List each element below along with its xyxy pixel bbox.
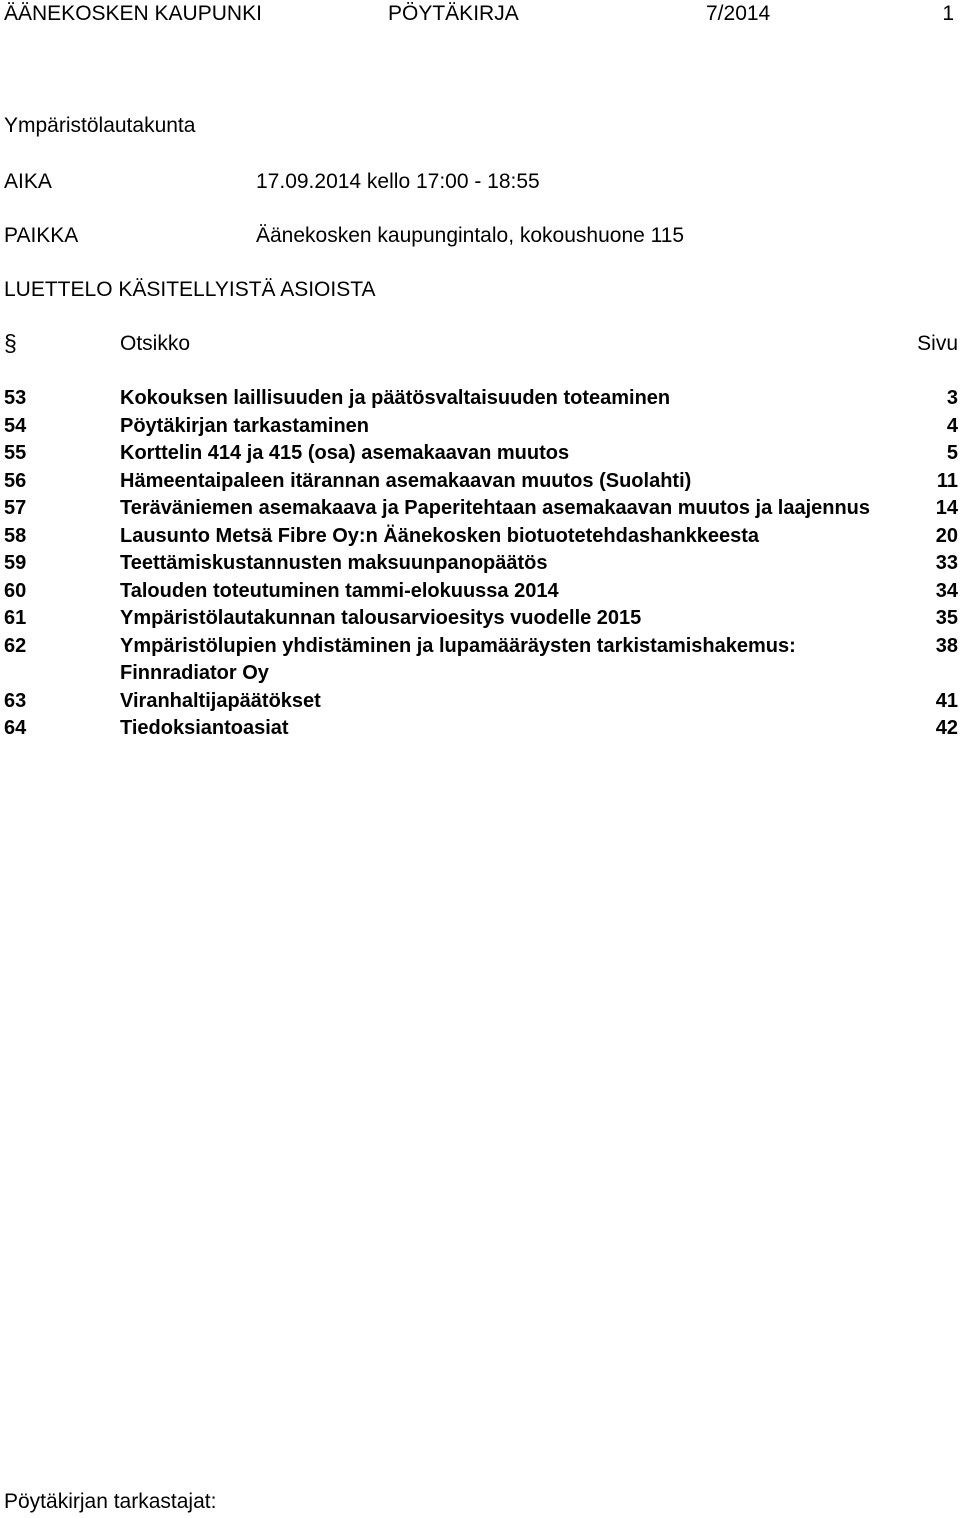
item-page: 14 xyxy=(935,497,958,519)
item-title: Teettämiskustannusten maksuunpanopäätös xyxy=(120,552,548,574)
item-title: Tiedoksiantoasiat xyxy=(120,717,289,739)
item-page: 42 xyxy=(935,717,958,739)
list-item xyxy=(0,440,960,468)
item-page: 4 xyxy=(946,414,958,437)
item-page: 34 xyxy=(935,579,958,602)
item-number: 63 xyxy=(4,689,27,712)
item-title: Talouden toteutuminen tammi-elokuussa 2014 xyxy=(120,579,559,602)
item-number: 58 xyxy=(4,524,27,547)
item-title: Kokouksen laillisuuden ja päätösvaltaisuuden toteaminen xyxy=(120,387,671,409)
minutes-number: 7/2014 xyxy=(706,2,771,25)
item-number: 59 xyxy=(4,552,27,574)
items-list xyxy=(0,385,960,743)
time-label: AIKA xyxy=(4,170,52,193)
item-title: Hämeentaipaleen itärannan asemakaavan muutos (Suolahti) xyxy=(120,469,692,492)
item-page: 33 xyxy=(935,552,958,574)
list-item xyxy=(0,605,960,633)
time-value: 17.09.2014 kello 17:00 - 18:55 xyxy=(256,170,540,193)
meeting-time xyxy=(4,170,540,194)
item-number: 61 xyxy=(4,607,27,629)
item-page: 41 xyxy=(935,689,958,712)
item-title: Ympäristölupien yhdistäminen ja lupamääräysten tarkistamishakemus: Finnradiator Oy xyxy=(120,634,796,684)
item-number: 53 xyxy=(4,387,27,409)
list-item xyxy=(0,413,960,441)
item-page: 3 xyxy=(946,387,958,409)
list-item xyxy=(0,633,960,688)
meeting-place xyxy=(4,224,684,248)
list-item xyxy=(0,385,960,413)
item-page: 11 xyxy=(936,469,958,492)
title-column-label: Otsikko xyxy=(120,332,191,355)
list-item xyxy=(0,468,960,496)
item-page: 38 xyxy=(935,634,958,657)
item-number: 64 xyxy=(4,717,27,739)
item-title: Ympäristölautakunnan talousarvioesitys vuodelle 2015 xyxy=(120,607,642,629)
list-item xyxy=(0,578,960,606)
list-item xyxy=(0,523,960,551)
document-type: PÖYTÄKIRJA xyxy=(388,2,519,25)
list-item xyxy=(0,495,960,523)
section-sign-icon: § xyxy=(4,330,17,356)
item-title: Pöytäkirjan tarkastaminen xyxy=(120,414,369,437)
column-header xyxy=(0,332,960,360)
item-page: 20 xyxy=(935,524,958,547)
item-title: Lausunto Metsä Fibre Oy:n Äänekosken biotuotetehdashankkeesta xyxy=(120,524,760,547)
list-item xyxy=(0,715,960,743)
item-number: 62 xyxy=(4,634,27,657)
organization-name: ÄÄNEKOSKEN KAUPUNKI xyxy=(4,2,262,25)
reviewers-label: Pöytäkirjan tarkastajat: xyxy=(4,1490,217,1513)
page-column-label: Sivu xyxy=(917,332,958,355)
item-page: 35 xyxy=(935,607,958,629)
document-header xyxy=(0,2,960,30)
item-title: Korttelin 414 ja 415 (osa) asemakaavan muutos xyxy=(120,442,570,464)
page-number: 1 xyxy=(942,2,954,25)
place-value: Äänekosken kaupungintalo, kokoushuone 115 xyxy=(256,224,685,247)
list-item xyxy=(0,550,960,578)
item-page: 5 xyxy=(946,442,958,464)
committee-name: Ympäristölautakunta xyxy=(4,114,196,137)
item-number: 54 xyxy=(4,414,27,437)
item-title: Viranhaltijapäätökset xyxy=(120,689,321,712)
item-title: Teräväniemen asemakaava ja Paperitehtaan asemakaavan muutos ja laajennus xyxy=(120,497,871,519)
item-number: 60 xyxy=(4,579,27,602)
item-number: 55 xyxy=(4,442,27,464)
list-item xyxy=(0,688,960,716)
list-title: LUETTELO KÄSITELLYISTÄ ASIOISTA xyxy=(4,278,376,301)
item-number: 56 xyxy=(4,469,27,492)
place-label: PAIKKA xyxy=(4,224,79,247)
item-number: 57 xyxy=(4,497,27,519)
